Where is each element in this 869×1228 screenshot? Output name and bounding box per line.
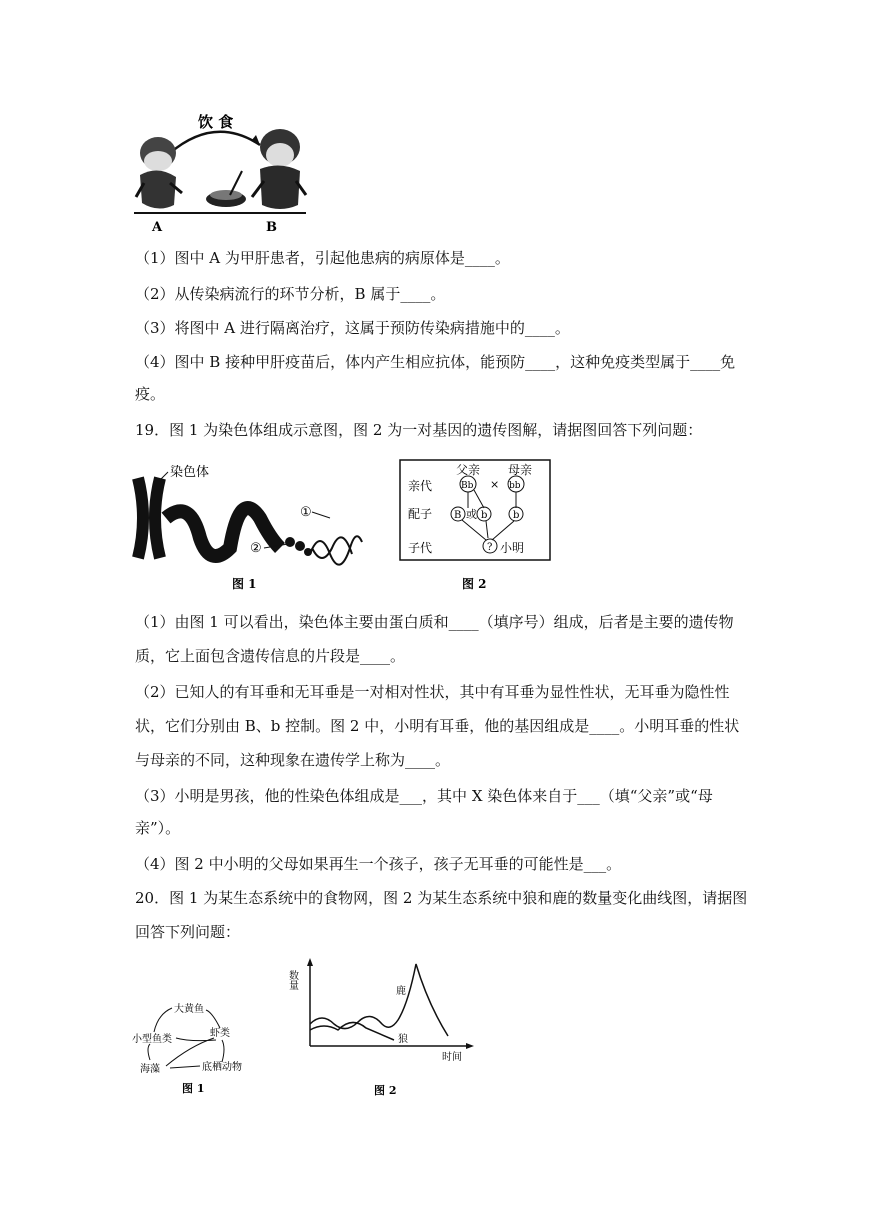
fig2-caption: 图 2 [462,577,487,591]
food-transmission-figure [130,105,310,235]
q19-part3-line1: （3）小明是男孩，他的性染色体组成是___，其中 X 染色体来自于___（填“父亲”或“母 [135,787,713,805]
q18-part3: （3）将图中 A 进行隔离治疗，这属于预防传染病措施中的____。 [135,319,570,337]
child-genotype-unknown: ? [487,542,493,553]
node-shrimp: 虾类 [210,1028,230,1039]
y-axis-label: 数量 [286,970,298,990]
marker-2: ② [250,541,262,556]
node-seaweed: 海藻 [140,1064,160,1075]
q18-part4-line1: （4）图中 B 接种甲肝疫苗后，体内产生相应抗体，能预防____，这种免疫类型属于____免 [135,353,736,371]
mother-genotype: bb [509,481,521,491]
father-label: 父亲 [456,463,481,477]
child-row-label: 子代 [408,541,433,555]
gamete-b-lower-father: b [481,510,488,521]
q18-part2: （2）从传染病流行的环节分析，B 属于____。 [135,285,446,303]
q19-part2-line2: 状，它们分别由 B、b 控制。图 2 中，小明有耳垂，他的基因组成是____。小明耳垂的性状 [135,717,740,735]
person-b-illustration [252,129,306,209]
node-large-yellow-croaker: 大黄鱼 [174,1004,204,1015]
q18-part4-line2: 疫。 [135,385,166,403]
food-bowl-illustration [206,171,246,207]
q19-part2-line1: （2）已知人的有耳垂和无耳垂是一对相对性状，其中有耳垂为显性性状，无耳垂为隐性性 [135,683,730,701]
deer-label: 鹿 [396,986,406,997]
chromosome-shape [138,478,160,558]
food-web-caption: 图 1 [182,1082,205,1095]
parent-row-label: 亲代 [408,479,433,493]
q20-stem-line2: 回答下列问题： [135,923,241,941]
population-chart-caption: 图 2 [374,1084,397,1097]
q19-part3-line2: 亲”）。 [135,819,181,837]
q19-stem: 19．图 1 为染色体组成示意图，图 2 为一对基因的遗传图解，请据图回答下列问题： [135,421,703,439]
q19-part1-line1: （1）由图 1 可以看出，染色体主要由蛋白质和____（填序号）组成，后者是主要的遗传物 [135,613,734,631]
mother-label: 母亲 [508,463,533,477]
wolf-curve [310,1022,394,1040]
food-web-figure [130,996,270,1100]
q20-stem-line1: 20．图 1 为某生态系统中的食物网，图 2 为某生态系统中狼和鹿的数量变化曲线图，请据图 [135,889,748,907]
marker-1: ① [300,505,312,520]
chromosome-label: 染色体 [170,465,210,480]
deer-curve [310,964,448,1036]
q19-part4: （4）图 2 中小明的父母如果再生一个孩子，孩子无耳垂的可能性是___。 [135,855,622,873]
label-b: B [266,220,277,235]
q19-part2-line3: 与母亲的不同，这种现象在遗传学上称为____。 [135,751,451,769]
q19-part1-line2: 质，它上面包含遗传信息的片段是____。 [135,647,406,665]
label-a: A [152,220,163,235]
q18-part1: （1）图中 A 为甲肝患者，引起他患病的病原体是____。 [135,249,510,267]
diet-arrow [170,132,260,153]
node-benthic-animals: 底栖动物 [202,1062,242,1073]
gamete-row-label: 配子 [408,507,433,521]
bead-strand [285,537,312,556]
population-chart [286,954,475,1100]
cross-sign: × [490,478,500,491]
coiled-chromatin [166,508,280,556]
gamete-b-upper: B [454,510,462,521]
chromosome-figure [130,458,370,598]
wolf-label: 狼 [398,1034,408,1045]
father-genotype: Bb [461,481,474,491]
fig1-caption: 图 1 [232,577,257,591]
inheritance-figure [398,458,558,598]
x-axis-label: 时间 [442,1052,462,1063]
gamete-b-lower-mother: b [513,510,520,521]
node-small-fish: 小型鱼类 [132,1034,172,1045]
diet-label: 饮 食 [198,113,234,131]
child-name: 小明 [500,541,525,555]
gamete-or: 或 [466,508,477,521]
